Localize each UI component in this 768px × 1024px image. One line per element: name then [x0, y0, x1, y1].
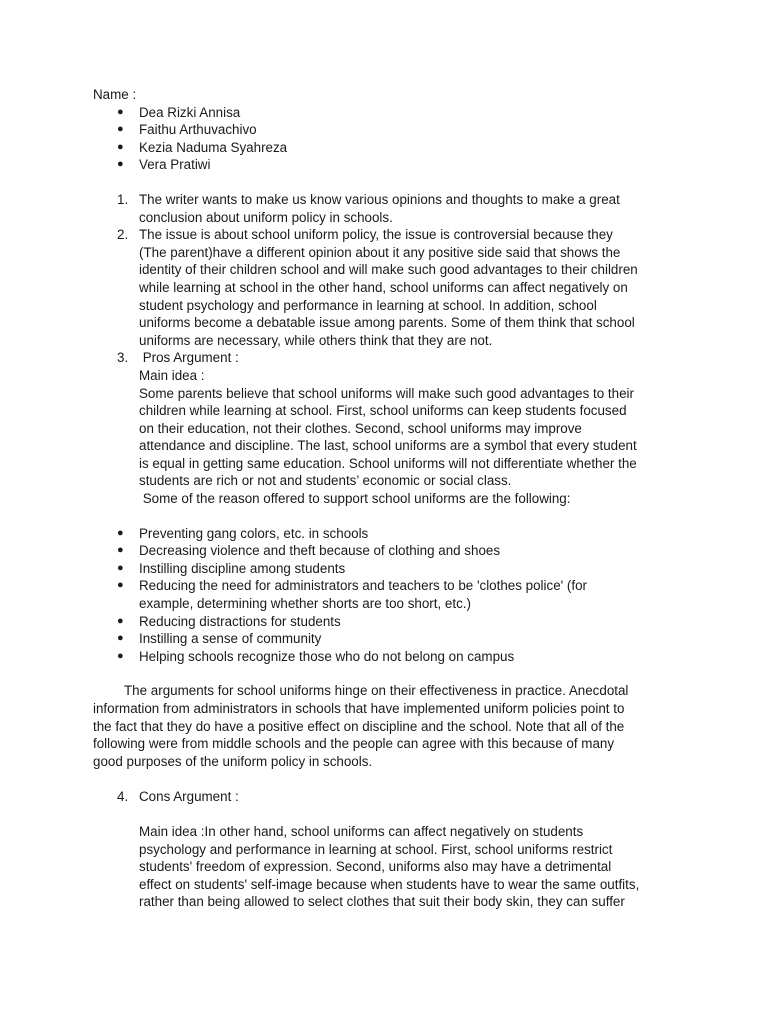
bullet-icon: ● — [117, 579, 124, 592]
text-line: student psychology and performance in learning at school. In addition, school — [139, 297, 597, 313]
text-line: Main idea :In other hand, school uniforms can affect negatively on students — [139, 823, 584, 839]
item-number: 1. — [117, 191, 129, 207]
answers-list — [93, 191, 678, 508]
bullet-icon: ● — [117, 105, 124, 118]
name-text: Kezia Naduma Syahreza — [139, 139, 288, 155]
text-line: information from administrators in schools that have implemented uniform policies point to — [93, 701, 625, 716]
list-item — [93, 648, 678, 666]
text-line: the fact that they do have a positive effect on discipline and the school. Note that all of the — [93, 718, 625, 734]
text-line: uniforms become a debatable issue among parents. Some of them think that school — [139, 315, 635, 331]
list-item — [93, 139, 678, 157]
list-item — [93, 525, 678, 543]
list-item — [93, 121, 678, 139]
reason-text: example, determining whether shorts are too short, etc.) — [139, 596, 471, 612]
reasons-list — [93, 525, 678, 666]
text-line: (The parent)have a different opinion about it any positive side said that shows the — [139, 244, 621, 260]
text-line: students' freedom of expression. Second, uniforms also may have a detrimental — [139, 859, 612, 875]
name-text: Faithu Arthuvachivo — [139, 122, 257, 138]
text-line: children while learning at school. First, school uniforms can keep students focused — [139, 403, 627, 419]
text-line: psychology and performance in learning at school. First, school uniforms restrict — [139, 841, 613, 857]
text-line: attendance and discipline. The last, school uniforms are a symbol that every student — [139, 438, 637, 454]
text-line: is equal in getting same education. School uniforms will not differentiate whether the — [139, 455, 637, 471]
names-list — [93, 104, 678, 174]
reason-text: Instilling a sense of community — [139, 631, 322, 647]
text-line: Some parents believe that school uniforms will make such good advantages to their — [139, 385, 634, 401]
pros-title: Pros Argument : — [139, 350, 239, 366]
text-line: while learning at school in the other hand, school uniforms can affect negatively on — [139, 279, 628, 295]
name-label: Name : — [93, 87, 137, 102]
list-item — [93, 542, 678, 560]
list-item — [93, 577, 678, 612]
bullet-icon: ● — [117, 526, 124, 539]
reason-text: Preventing gang colors, etc. in schools — [139, 525, 369, 541]
bullet-icon: ● — [117, 140, 124, 153]
text-line: The issue is about school uniform policy, the issue is controversial because they — [139, 227, 613, 243]
text-line: conclusion about uniform policy in schools. — [139, 209, 393, 225]
text-line: The writer wants to make us know various opinions and thoughts to make a great — [139, 191, 620, 207]
list-item — [93, 560, 678, 578]
bullet-icon: ● — [117, 123, 124, 136]
name-text: Vera Pratiwi — [139, 157, 211, 173]
text-line: The arguments for school uniforms hinge on their effectiveness in practice. Anecdotal — [124, 683, 629, 699]
list-item — [93, 156, 678, 174]
list-item — [93, 630, 678, 648]
item-number: 4. — [117, 789, 129, 805]
list-item — [93, 613, 678, 631]
text-line: rather than being allowed to select clothes that suit their body skin, they can suffer — [139, 894, 625, 910]
list-item — [93, 104, 678, 122]
bullet-icon: ● — [117, 561, 124, 574]
main-idea-label: Main idea : — [139, 367, 205, 383]
bullet-icon: ● — [117, 632, 124, 645]
text-line: Some of the reason offered to support school uniforms are the following: — [139, 491, 571, 507]
reason-text: Reducing the need for administrators and teachers to be 'clothes police' (for — [139, 578, 587, 594]
reason-text: Decreasing violence and theft because of clothing and shoes — [139, 543, 501, 559]
bullet-icon: ● — [117, 158, 124, 171]
name-text: Dea Rizki Annisa — [139, 104, 241, 120]
item-number: 3. — [117, 350, 129, 366]
cons-title: Cons Argument : — [139, 789, 239, 805]
reason-text: Reducing distractions for students — [139, 613, 341, 629]
answer-item-4 — [93, 788, 678, 911]
text-line: on their education, not their clothes. Second, school uniforms may improve — [139, 420, 582, 436]
item-number: 2. — [117, 227, 129, 243]
bullet-icon: ● — [117, 649, 124, 662]
text-line: identity of their children school and will make such good advantages to their children — [139, 262, 638, 278]
bullet-icon: ● — [117, 544, 124, 557]
bullet-icon: ● — [117, 614, 124, 627]
text-line: good purposes of the uniform policy in schools. — [93, 753, 373, 769]
text-line: following were from middle schools and the people can agree with this because of many — [93, 736, 615, 752]
answer-item-3 — [93, 349, 678, 507]
reason-text: Helping schools recognize those who do not belong on campus — [139, 648, 515, 664]
arguments-paragraph — [93, 682, 678, 770]
text-line: students are rich or not and students’ economic or social class. — [139, 473, 512, 489]
reason-text: Instilling discipline among students — [139, 560, 346, 576]
document-page — [93, 86, 678, 911]
text-line: effect on students' self-image because when students have to wear the same outfits, — [139, 876, 640, 892]
answer-item-2 — [93, 226, 678, 349]
answer-item-1 — [93, 191, 678, 226]
text-line: uniforms are necessary, while others think that they are not. — [139, 332, 493, 348]
